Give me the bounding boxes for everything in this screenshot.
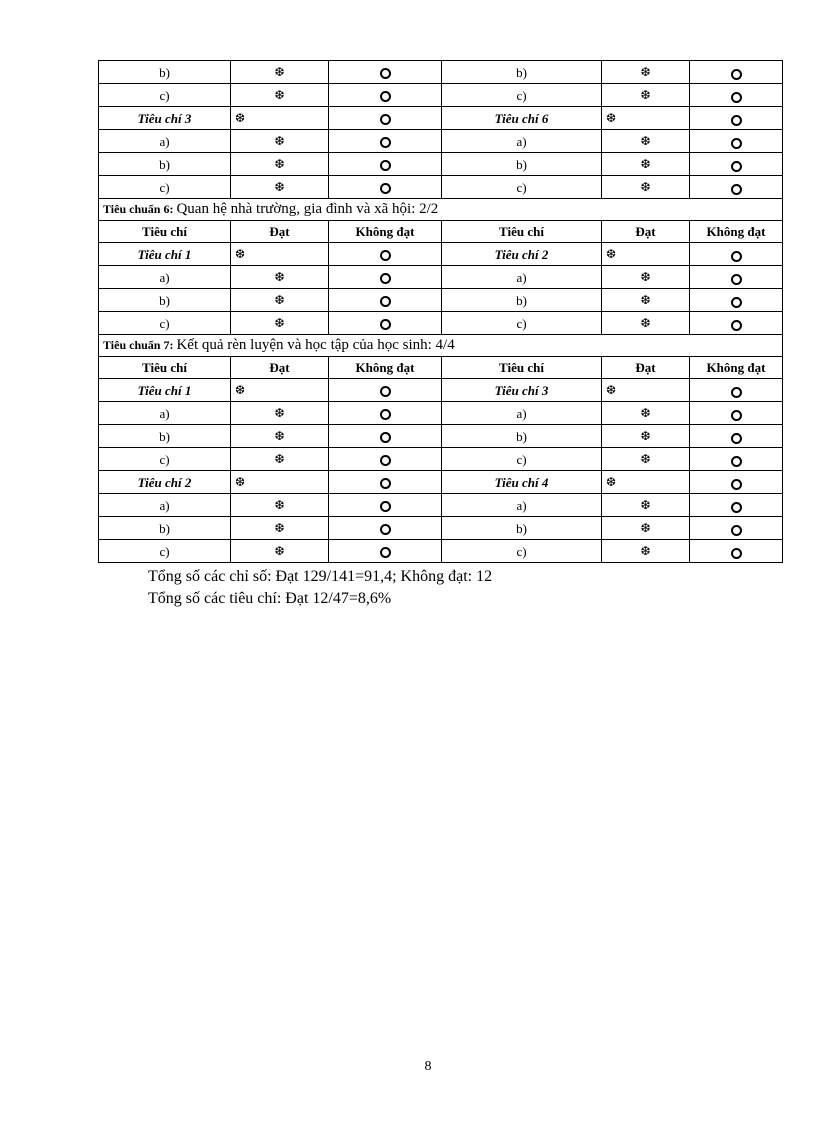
standard-heading (99, 335, 783, 357)
khong-dat-cell (329, 61, 442, 84)
khong-dat-mark-icon (380, 386, 391, 397)
khong-dat-cell (690, 494, 783, 517)
khong-dat-mark-icon (380, 524, 391, 535)
dat-mark-icon: ❆ (640, 270, 651, 284)
criterion-label: a) (99, 130, 231, 153)
dat-mark-icon: ❆ (274, 521, 285, 535)
criterion-label: c) (99, 84, 231, 107)
evaluation-table (98, 60, 783, 563)
khong-dat-mark-icon (731, 387, 742, 398)
khong-dat-cell (690, 84, 783, 107)
dat-mark-icon: ❆ (274, 88, 285, 102)
criterion-label: b) (99, 153, 231, 176)
dat-cell (602, 153, 690, 176)
dat-mark-icon: ❆ (640, 293, 651, 307)
dat-mark-icon: ❆ (274, 270, 285, 284)
table-row (99, 84, 783, 107)
khong-dat-mark-icon (380, 91, 391, 102)
khong-dat-mark-icon (731, 525, 742, 536)
dat-cell (602, 61, 690, 84)
dat-mark-icon: ❆ (640, 134, 651, 148)
criterion-label: Tiêu chí 2 (442, 243, 602, 266)
dat-cell (231, 379, 329, 402)
khong-dat-mark-icon (731, 320, 742, 331)
criterion-label: a) (99, 494, 231, 517)
khong-dat-cell (690, 471, 783, 494)
column-header: Không đạt (329, 221, 442, 243)
khong-dat-mark-icon (731, 456, 742, 467)
khong-dat-mark-icon (380, 296, 391, 307)
khong-dat-mark-icon (731, 274, 742, 285)
dat-mark-icon: ❆ (235, 475, 246, 489)
khong-dat-cell (690, 130, 783, 153)
dat-cell (602, 266, 690, 289)
criterion-label: c) (442, 540, 602, 563)
dat-mark-icon: ❆ (606, 475, 617, 489)
khong-dat-mark-icon (380, 455, 391, 466)
criterion-label: a) (442, 130, 602, 153)
khong-dat-mark-icon (731, 69, 742, 80)
summary-indicators: Tổng số các chỉ số: Đạt 129/141=91,4; Không đạt: 12 (148, 568, 493, 585)
dat-cell (231, 448, 329, 471)
criterion-label: b) (442, 517, 602, 540)
column-header: Không đạt (690, 357, 783, 379)
dat-cell (602, 243, 690, 266)
khong-dat-cell (690, 243, 783, 266)
khong-dat-mark-icon (731, 548, 742, 559)
criterion-label: Tiêu chí 6 (442, 107, 602, 130)
dat-cell (231, 402, 329, 425)
criterion-label: c) (442, 84, 602, 107)
khong-dat-cell (329, 494, 442, 517)
khong-dat-mark-icon (731, 433, 742, 444)
criterion-label: b) (442, 425, 602, 448)
khong-dat-mark-icon (731, 297, 742, 308)
dat-mark-icon: ❆ (274, 293, 285, 307)
dat-mark-icon: ❆ (274, 544, 285, 558)
khong-dat-cell (690, 107, 783, 130)
khong-dat-cell (329, 312, 442, 335)
khong-dat-mark-icon (731, 502, 742, 513)
dat-cell (602, 379, 690, 402)
table-row (99, 425, 783, 448)
table-row (99, 153, 783, 176)
table-row (99, 266, 783, 289)
criterion-label: a) (442, 494, 602, 517)
dat-cell (231, 61, 329, 84)
dat-mark-icon: ❆ (606, 111, 617, 125)
table-row (99, 61, 783, 84)
dat-mark-icon: ❆ (640, 157, 651, 171)
dat-cell (602, 402, 690, 425)
dat-cell (231, 176, 329, 199)
dat-cell (602, 448, 690, 471)
column-header: Đạt (602, 221, 690, 243)
dat-mark-icon: ❆ (640, 316, 651, 330)
column-header: Đạt (602, 357, 690, 379)
dat-mark-icon: ❆ (274, 134, 285, 148)
criterion-label: b) (99, 517, 231, 540)
dat-cell (602, 540, 690, 563)
khong-dat-cell (329, 107, 442, 130)
criterion-label: b) (99, 289, 231, 312)
criterion-label: Tiêu chí 3 (442, 379, 602, 402)
dat-mark-icon: ❆ (640, 452, 651, 466)
table-row (99, 540, 783, 563)
khong-dat-cell (690, 61, 783, 84)
khong-dat-mark-icon (380, 432, 391, 443)
khong-dat-cell (329, 84, 442, 107)
criterion-label: c) (99, 312, 231, 335)
khong-dat-mark-icon (380, 409, 391, 420)
khong-dat-mark-icon (731, 115, 742, 126)
dat-cell (231, 130, 329, 153)
dat-mark-icon: ❆ (640, 498, 651, 512)
dat-mark-icon: ❆ (606, 247, 617, 261)
khong-dat-mark-icon (380, 114, 391, 125)
criterion-label: b) (99, 425, 231, 448)
khong-dat-mark-icon (380, 250, 391, 261)
table-row (99, 379, 783, 402)
column-header: Tiêu chí (442, 357, 602, 379)
criterion-label: Tiêu chí 4 (442, 471, 602, 494)
dat-mark-icon: ❆ (274, 406, 285, 420)
khong-dat-cell (690, 379, 783, 402)
summary-criteria: Tổng số các tiêu chí: Đạt 12/47=8,6% (148, 590, 392, 607)
khong-dat-cell (690, 289, 783, 312)
khong-dat-mark-icon (731, 410, 742, 421)
khong-dat-mark-icon (380, 547, 391, 558)
dat-mark-icon: ❆ (235, 383, 246, 397)
khong-dat-cell (329, 402, 442, 425)
column-header: Đạt (231, 357, 329, 379)
column-header: Tiêu chí (99, 221, 231, 243)
dat-cell (231, 107, 329, 130)
dat-mark-icon: ❆ (640, 88, 651, 102)
criterion-label: b) (442, 289, 602, 312)
khong-dat-mark-icon (380, 183, 391, 194)
page-number: 8 (424, 1059, 432, 1074)
dat-mark-icon: ❆ (640, 65, 651, 79)
dat-cell (231, 425, 329, 448)
khong-dat-cell (329, 176, 442, 199)
dat-cell (602, 471, 690, 494)
khong-dat-cell (690, 517, 783, 540)
criterion-label: c) (442, 312, 602, 335)
standard-heading (99, 199, 783, 221)
column-header: Tiêu chí (442, 221, 602, 243)
criterion-label: c) (442, 176, 602, 199)
khong-dat-cell (329, 243, 442, 266)
table-row (99, 289, 783, 312)
khong-dat-cell (690, 266, 783, 289)
dat-cell (231, 471, 329, 494)
khong-dat-cell (329, 379, 442, 402)
table-row (99, 517, 783, 540)
dat-cell (231, 243, 329, 266)
criterion-label: c) (99, 448, 231, 471)
table-row (99, 176, 783, 199)
dat-cell (231, 266, 329, 289)
khong-dat-mark-icon (380, 478, 391, 489)
khong-dat-mark-icon (380, 273, 391, 284)
criterion-label: Tiêu chí 1 (99, 379, 231, 402)
dat-mark-icon: ❆ (274, 180, 285, 194)
dat-cell (602, 107, 690, 130)
khong-dat-cell (690, 425, 783, 448)
khong-dat-cell (329, 425, 442, 448)
khong-dat-cell (690, 448, 783, 471)
khong-dat-mark-icon (731, 161, 742, 172)
criterion-label: c) (442, 448, 602, 471)
standard-title: Kết quả rèn luyện và học tập của học sinh: 4/4 (176, 337, 455, 353)
criterion-label: Tiêu chí 2 (99, 471, 231, 494)
dat-mark-icon: ❆ (274, 157, 285, 171)
criterion-label: Tiêu chí 1 (99, 243, 231, 266)
dat-cell (602, 130, 690, 153)
khong-dat-cell (329, 471, 442, 494)
dat-mark-icon: ❆ (235, 111, 246, 125)
dat-cell (231, 153, 329, 176)
criterion-label: a) (99, 402, 231, 425)
table-row (99, 130, 783, 153)
dat-cell (602, 494, 690, 517)
khong-dat-mark-icon (731, 92, 742, 103)
criterion-label: Tiêu chí 3 (99, 107, 231, 130)
criterion-label: b) (99, 61, 231, 84)
criterion-label: c) (99, 176, 231, 199)
dat-mark-icon: ❆ (274, 429, 285, 443)
dat-mark-icon: ❆ (274, 452, 285, 466)
column-header: Không đạt (329, 357, 442, 379)
khong-dat-cell (329, 448, 442, 471)
khong-dat-cell (329, 289, 442, 312)
khong-dat-mark-icon (380, 137, 391, 148)
khong-dat-cell (690, 312, 783, 335)
dat-mark-icon: ❆ (235, 247, 246, 261)
dat-mark-icon: ❆ (640, 180, 651, 194)
dat-cell (231, 517, 329, 540)
column-header: Không đạt (690, 221, 783, 243)
table-row (99, 471, 783, 494)
criterion-label: c) (99, 540, 231, 563)
dat-cell (602, 517, 690, 540)
criterion-label: b) (442, 61, 602, 84)
dat-mark-icon: ❆ (640, 406, 651, 420)
dat-cell (602, 176, 690, 199)
khong-dat-cell (690, 153, 783, 176)
khong-dat-mark-icon (731, 184, 742, 195)
dat-mark-icon: ❆ (274, 316, 285, 330)
khong-dat-cell (329, 130, 442, 153)
khong-dat-cell (329, 266, 442, 289)
dat-cell (231, 84, 329, 107)
dat-mark-icon: ❆ (640, 544, 651, 558)
criterion-label: a) (99, 266, 231, 289)
dat-cell (602, 312, 690, 335)
table-row (99, 402, 783, 425)
dat-mark-icon: ❆ (640, 429, 651, 443)
khong-dat-cell (690, 402, 783, 425)
criterion-label: b) (442, 153, 602, 176)
khong-dat-mark-icon (380, 501, 391, 512)
khong-dat-mark-icon (731, 251, 742, 262)
dat-mark-icon: ❆ (606, 383, 617, 397)
criterion-label: a) (442, 266, 602, 289)
criterion-label: a) (442, 402, 602, 425)
dat-cell (231, 540, 329, 563)
khong-dat-mark-icon (380, 160, 391, 171)
khong-dat-mark-icon (380, 68, 391, 79)
khong-dat-cell (329, 153, 442, 176)
column-header: Đạt (231, 221, 329, 243)
khong-dat-mark-icon (731, 479, 742, 490)
table-row (99, 312, 783, 335)
table-row (99, 243, 783, 266)
standard-row (99, 335, 783, 357)
standard-prefix: Tiêu chuẩn 6: (103, 202, 174, 216)
khong-dat-mark-icon (731, 138, 742, 149)
standard-prefix: Tiêu chuẩn 7: (103, 338, 174, 352)
standard-row (99, 199, 783, 221)
khong-dat-mark-icon (380, 319, 391, 330)
standard-title: Quan hệ nhà trường, gia đình và xã hội: 2/2 (176, 201, 439, 217)
dat-cell (231, 289, 329, 312)
khong-dat-cell (329, 517, 442, 540)
table-row (99, 107, 783, 130)
column-header-row (99, 357, 783, 379)
dat-mark-icon: ❆ (274, 498, 285, 512)
dat-cell (602, 289, 690, 312)
khong-dat-cell (329, 540, 442, 563)
table-row (99, 494, 783, 517)
dat-mark-icon: ❆ (274, 65, 285, 79)
khong-dat-cell (690, 176, 783, 199)
dat-cell (231, 494, 329, 517)
dat-mark-icon: ❆ (640, 521, 651, 535)
column-header-row (99, 221, 783, 243)
column-header: Tiêu chí (99, 357, 231, 379)
khong-dat-cell (690, 540, 783, 563)
dat-cell (231, 312, 329, 335)
dat-cell (602, 84, 690, 107)
table-row (99, 448, 783, 471)
dat-cell (602, 425, 690, 448)
